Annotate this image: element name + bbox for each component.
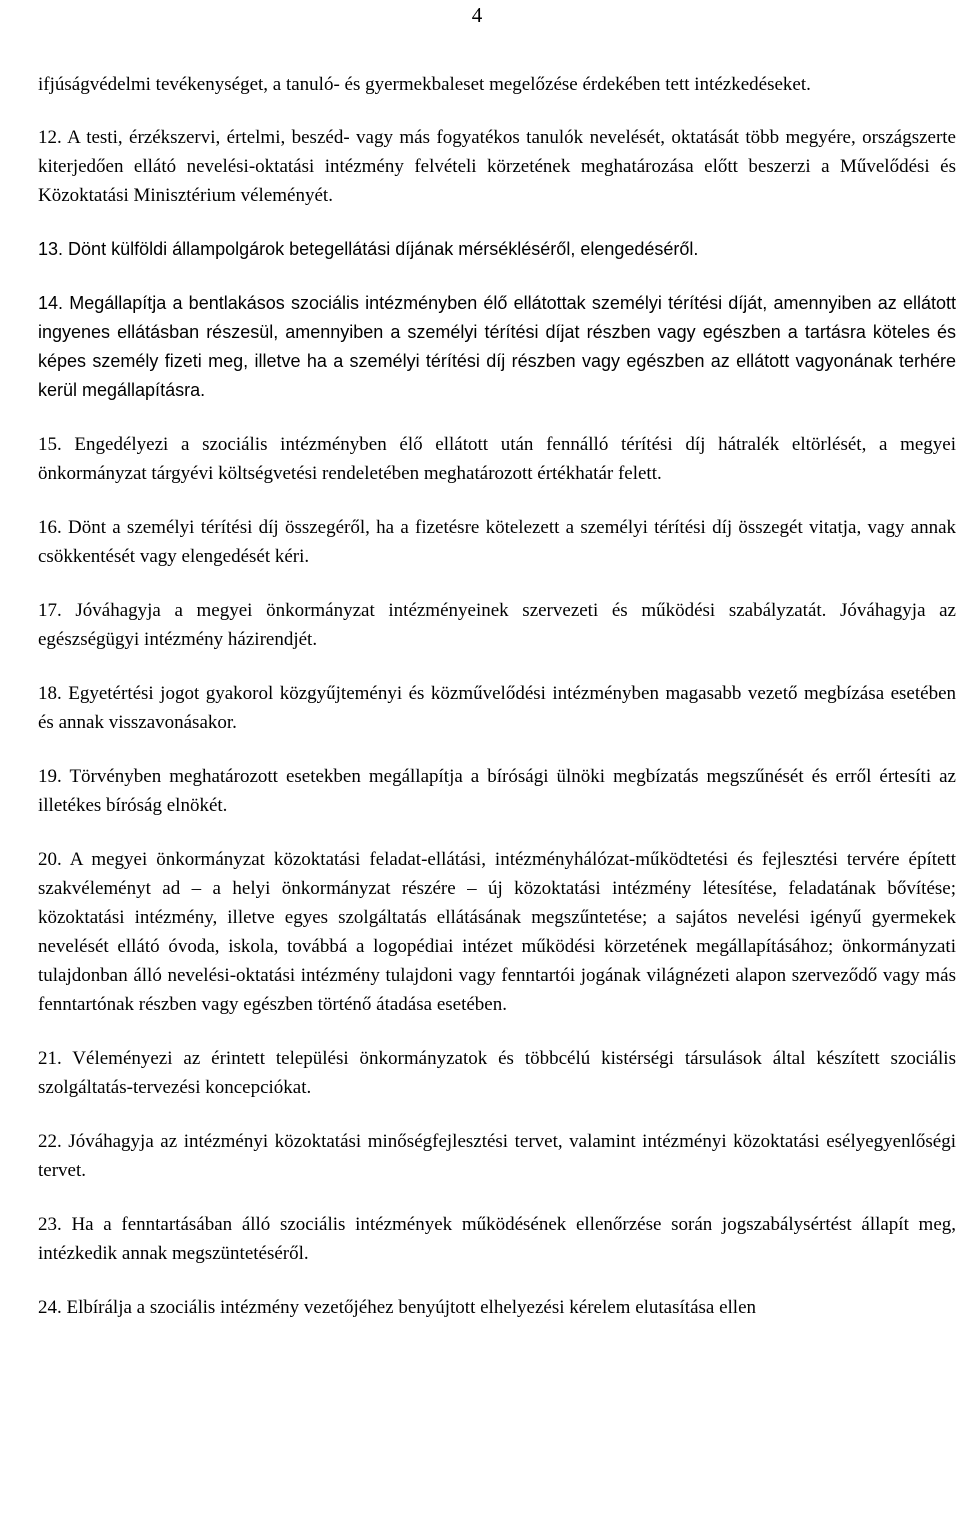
- paragraph-number: 21.: [38, 1048, 62, 1069]
- paragraph-20: [38, 845, 956, 1019]
- paragraph-text: Ha a fenntartásában álló szociális intézmények működésének ellenőrzése során jogszabálysértést állapít meg, intézkedik annak megszüntetéséről.: [38, 1214, 957, 1264]
- paragraph-number: 15.: [38, 434, 62, 455]
- paragraph-number: 13.: [38, 239, 64, 259]
- paragraph-text: A testi, érzékszervi, értelmi, beszéd- vagy más fogyatékos tanulók nevelését, oktatását több megyére, országszerte kiterjedően ellátó nevelési-oktatási intézmény felvételi körzetének meghatározása előtt beszerzi a Művelődési és Közoktatási Minisztérium véleményét.: [38, 127, 956, 206]
- paragraph-17: [38, 596, 956, 654]
- paragraph-text: Dönt a személyi térítési díj összegéről, ha a fizetésre kötelezett a személyi térítési díj összegét vitatja, vagy annak csökkentését vagy elengedését kéri.: [38, 517, 957, 567]
- paragraph-text: Egyetértési jogot gyakorol közgyűjteményi és közművelődési intézményben magasabb vezető megbízása esetében és annak visszavonásakor.: [38, 683, 957, 733]
- paragraph-number: 17.: [38, 600, 62, 621]
- paragraph-text: ifjúságvédelmi tevékenységet, a tanuló- és gyermekbaleset megelőzése érdekében tett intézkedéseket.: [38, 74, 811, 95]
- paragraph-text: Törvényben meghatározott esetekben megállapítja a bírósági ülnöki megbízatás megszűnését és erről értesíti az illetékes bíróság elnökét.: [38, 766, 956, 816]
- paragraph-text: Jóváhagyja a megyei önkormányzat intézményeinek szervezeti és működési szabályzatát. Jóváhagyja az egészségügyi intézmény házirendjét.: [38, 600, 956, 650]
- paragraph-number: 22.: [38, 1131, 62, 1152]
- page-number: 4: [471, 3, 483, 27]
- paragraph-text: Elbírálja a szociális intézmény vezetőjéhez benyújtott elhelyezési kérelem elutasítása ellen: [66, 1297, 757, 1318]
- paragraph-number: 24.: [38, 1297, 62, 1318]
- paragraph-continuation: [38, 70, 956, 99]
- paragraph-text: Megállapítja a bentlakásos szociális intézményben élő ellátottak személyi térítési díját, amennyiben az ellátott ingyenes ellátásban részesül, amennyiben a személyi térítési díjat részben vagy egészben a tartásra köteles és képes személy fizeti meg, illetve ha a személyi térítési díj részben vagy egészben az ellátott vagyonának terhére kerül megállapításra.: [38, 293, 956, 400]
- paragraph-13: [38, 235, 956, 264]
- paragraph-14: [38, 289, 956, 405]
- paragraph-text: A megyei önkormányzat közoktatási feladat-ellátási, intézményhálózat-működtetési és fejlesztési tervére épített szakvéleményt ad – a helyi önkormányzat részére – új közoktatási intézmény létesítése, feladatának bővítése; közoktatási intézmény, illetve egyes szolgáltatás ellátásának megszűntetése; a sajátos nevelési igényű gyermekek nevelését ellátó óvoda, iskola, továbbá a logopédiai intézet működési körzetének megállapításához; önkormányzati tulajdonban álló nevelési-oktatási intézmény tulajdoni vagy fenntartói jogának világnézeti alapon szerveződő vagy más fenntartónak részben vagy egészben történő átadása esetében.: [38, 849, 956, 1015]
- paragraph-16: [38, 513, 956, 571]
- paragraph-text: Dönt külföldi állampolgárok betegellátási díjának mérsékléséről, elengedéséről.: [68, 239, 699, 259]
- paragraph-text: Jóváhagyja az intézményi közoktatási minőségfejlesztési tervet, valamint intézményi közoktatási esélyegyenlőségi tervet.: [38, 1131, 956, 1181]
- paragraph-text: Véleményezi az érintett települési önkormányzatok és többcélú kistérségi társulások által készített szociális szolgáltatás-tervezési koncepciókat.: [38, 1048, 956, 1098]
- paragraph-15: [38, 430, 956, 488]
- document-body: [38, 70, 956, 1322]
- paragraph-number: 18.: [38, 683, 62, 704]
- paragraph-19: [38, 762, 956, 820]
- paragraph-number: 19.: [38, 766, 62, 787]
- paragraph-18: [38, 679, 956, 737]
- paragraph-24: [38, 1293, 956, 1322]
- paragraph-12: [38, 123, 956, 210]
- paragraph-23: [38, 1210, 956, 1268]
- paragraph-number: 20.: [38, 849, 62, 870]
- paragraph-number: 16.: [38, 517, 62, 538]
- paragraph-22: [38, 1127, 956, 1185]
- paragraph-21: [38, 1044, 956, 1102]
- paragraph-number: 23.: [38, 1214, 62, 1235]
- paragraph-number: 14.: [38, 293, 64, 313]
- paragraph-text: Engedélyezi a szociális intézményben élő ellátott után fennálló térítési díj hátralék eltörlését, a megyei önkormányzat tárgyévi költségvetési rendeletében meghatározott értékhatár felett.: [38, 434, 956, 484]
- paragraph-number: 12.: [38, 127, 62, 148]
